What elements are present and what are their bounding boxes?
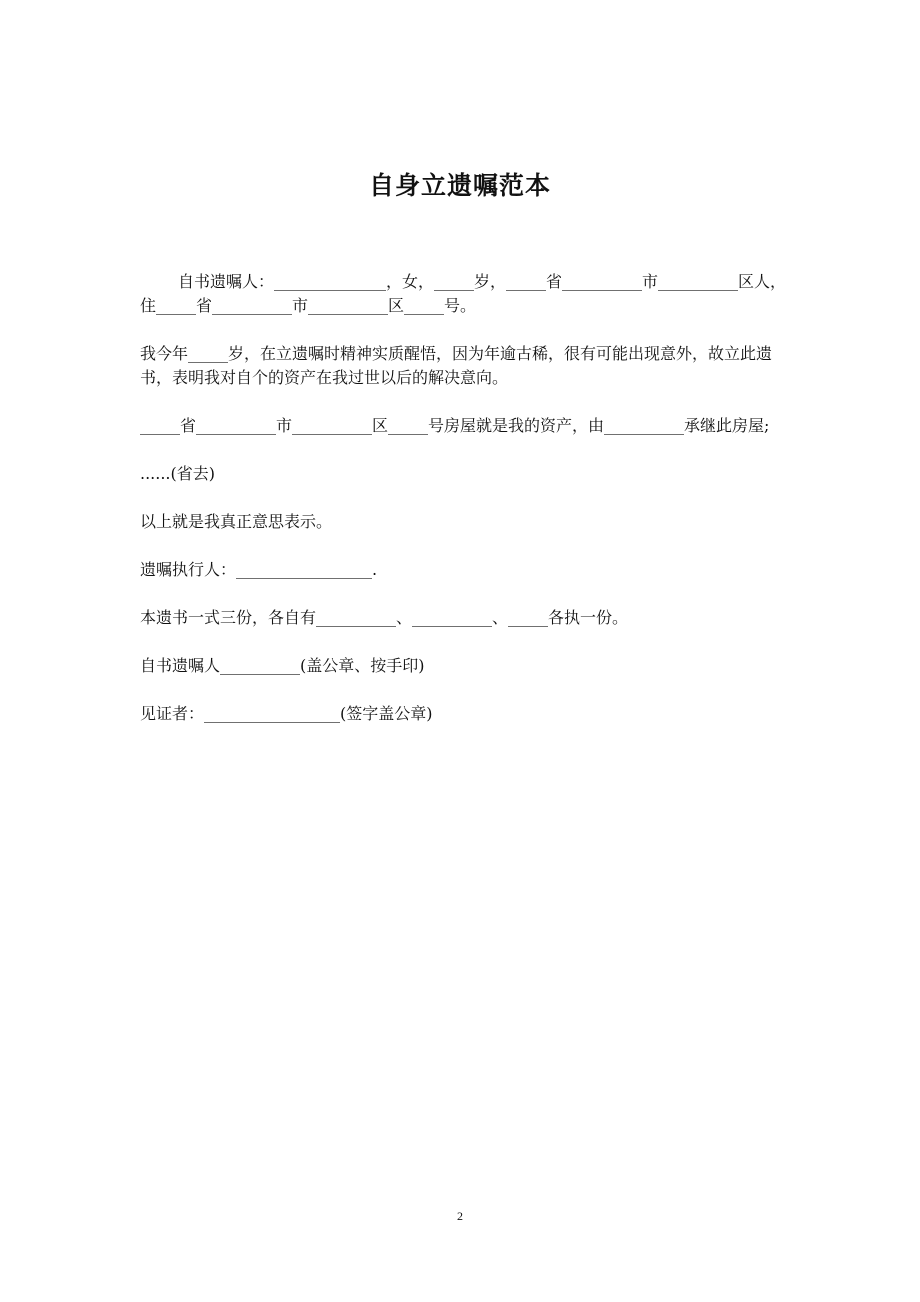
copies-paragraph: 本遗书一式三份，各自有__________、__________、_____各执一份。	[140, 608, 629, 627]
executor-paragraph: 遗嘱执行人：_________________.	[140, 560, 378, 579]
omitted-paragraph: ......(省去)	[140, 464, 216, 483]
testator-info-paragraph: 自书遗嘱人：______________，女，_____岁，_____省__________市__________区人，住_____省__________市__________区_____号。	[140, 272, 787, 315]
document-title: 自身立遗嘱范本	[368, 171, 551, 200]
property-paragraph: _____省__________市__________区_____号房屋就是我的资产，由__________承继此房屋;	[140, 416, 770, 435]
page-number: 2	[457, 1209, 463, 1223]
intent-statement-paragraph: 以上就是我真正意思表示。	[140, 512, 333, 531]
testator-signature-line: 自书遗嘱人__________(盖公章、按手印)	[140, 656, 425, 675]
witness-signature-line: 见证者：_________________(签字盖公章)	[140, 704, 433, 723]
declaration-paragraph: 我今年_____岁，在立遗嘱时精神实质醒悟，因为年逾古稀，很有可能出现意外，故立此遗书，表明我对自个的资产在我过世以后的解决意向。	[140, 344, 773, 387]
document-body	[140, 270, 800, 750]
